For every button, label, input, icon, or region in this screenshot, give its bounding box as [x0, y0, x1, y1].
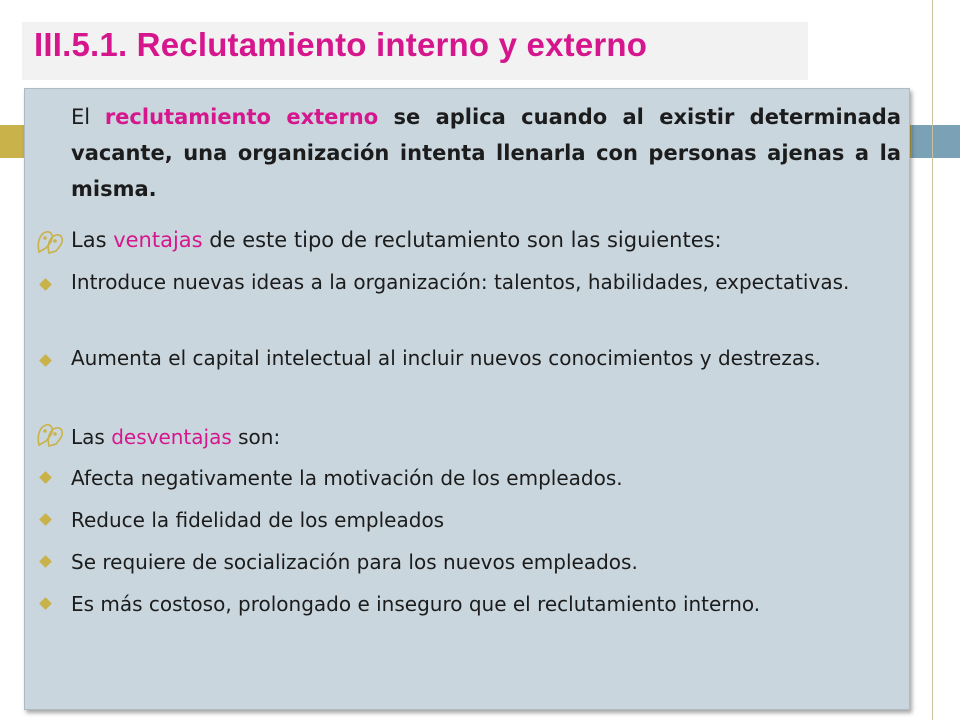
desventaja-item: Se requiere de socialización para los nuevos empleados. — [71, 550, 638, 574]
desventajas-text-2: son: — [231, 425, 281, 449]
edge-line — [932, 0, 933, 720]
diamond-bullet-icon — [39, 555, 52, 568]
faces-icon — [35, 226, 65, 256]
intro-highlight: reclutamiento externo — [104, 105, 379, 129]
diamond-bullet-icon — [39, 513, 52, 526]
ventaja-item: Introduce nuevas ideas a la organización: talentos, habilidades, expectativas. — [71, 270, 850, 294]
desventaja-item: Afecta negativamente la motivación de los empleados. — [71, 466, 623, 490]
desventajas-text-1: Las — [71, 425, 112, 449]
ventaja-item: Aumenta el capital intelectual al incluir nuevos conocimientos y destrezas. — [71, 346, 821, 370]
ventajas-highlight: ventajas — [113, 228, 203, 252]
content-panel — [24, 88, 910, 710]
ventajas-text-1: Las — [71, 228, 114, 252]
diamond-bullet-icon — [39, 354, 52, 367]
ventajas-heading — [71, 222, 901, 258]
intro-text-1: El — [71, 105, 105, 129]
diamond-bullet-icon — [39, 597, 52, 610]
desventajas-heading — [71, 419, 901, 455]
ventajas-text-2: de este tipo de reclutamiento son las siguientes: — [202, 228, 722, 252]
desventaja-item: Es más costoso, prolongado e inseguro que el reclutamiento interno. — [71, 592, 761, 616]
intro-paragraph — [71, 99, 901, 207]
desventaja-item: Reduce la fidelidad de los empleados — [71, 508, 445, 532]
desventajas-highlight: desventajas — [111, 425, 232, 449]
diamond-bullet-icon — [39, 471, 52, 484]
accent-bar-right — [912, 125, 960, 158]
faces-icon — [35, 419, 65, 449]
intro-text-2: se aplica cuando al existir determinada vacante, una organización intenta llenarla con personas ajenas a la misma. — [71, 105, 901, 201]
diamond-bullet-icon — [39, 278, 52, 291]
slide-title: III.5.1. Reclutamiento interno y externo — [34, 26, 648, 63]
